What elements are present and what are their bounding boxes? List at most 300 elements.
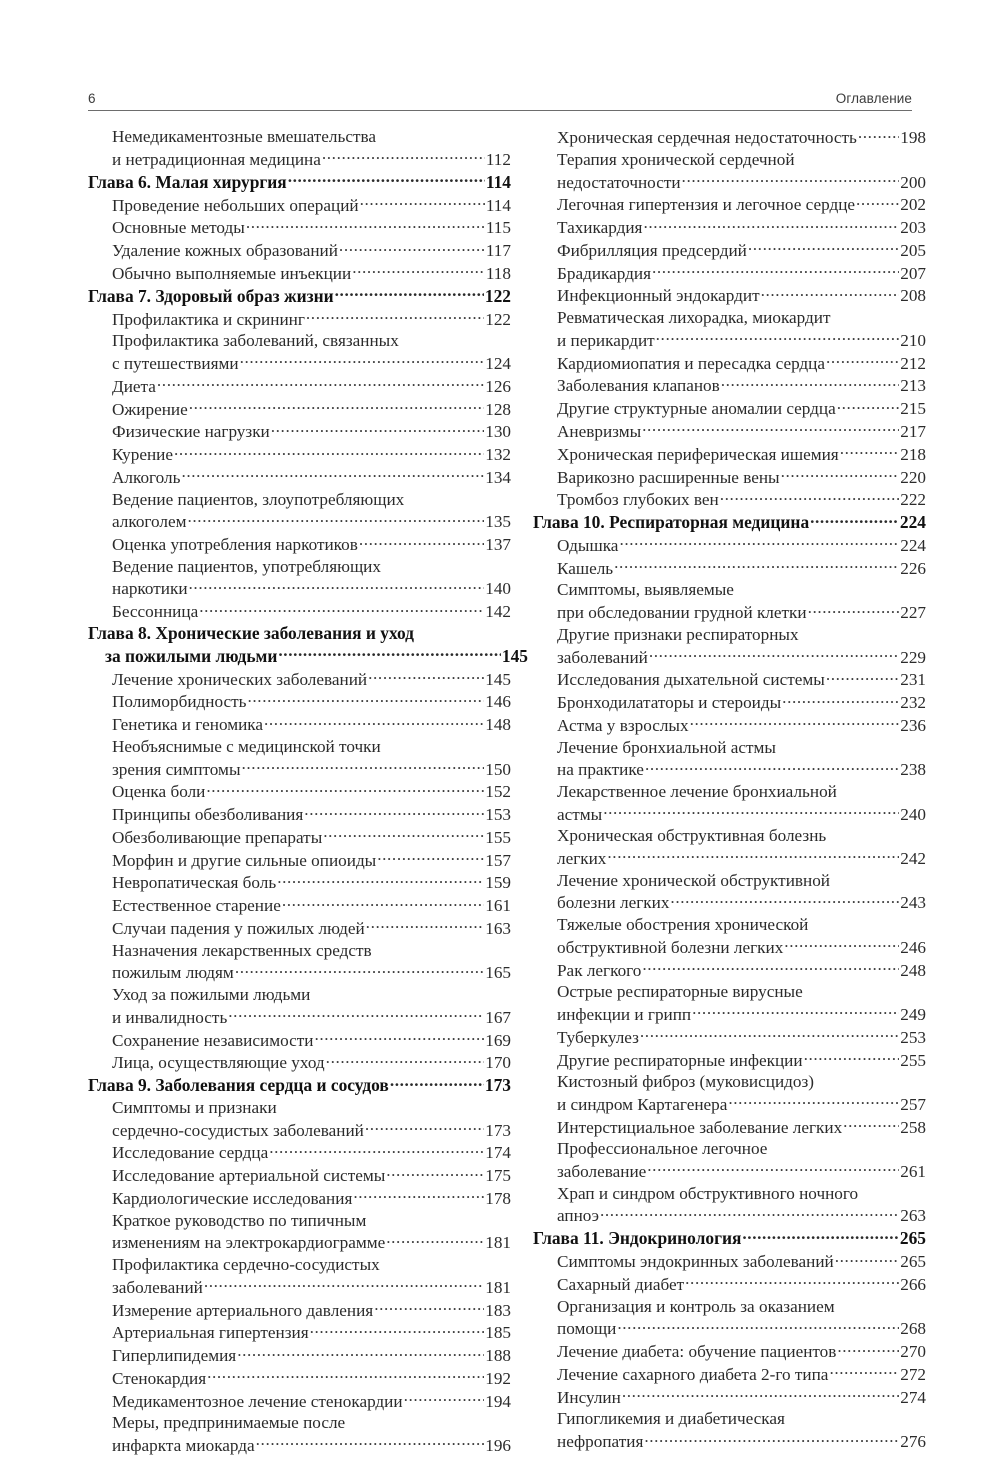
toc-entry-title: заболеваний [557,647,648,667]
toc-entry-line [112,352,511,375]
toc-entry-line [112,780,511,803]
toc-sub-entry[interactable] [88,1390,511,1413]
toc-sub-entry[interactable] [88,397,511,420]
toc-sub-entry[interactable] [533,1363,926,1386]
toc-entry-title: Одышка [557,536,619,556]
toc-entry-title: Брадикардия [557,263,651,283]
toc-sub-entry[interactable] [533,825,926,869]
toc-page-number: 173 [485,1120,511,1140]
toc-sub-entry[interactable] [533,557,926,580]
toc-sub-entry[interactable] [533,1048,926,1071]
toc-entry-line [557,645,926,668]
toc-chapter-entry[interactable] [88,622,528,668]
toc-sub-entry[interactable] [533,1183,926,1227]
toc-sub-entry[interactable] [533,1296,926,1340]
toc-chapter-entry[interactable] [88,284,511,307]
toc-leader-dots [306,307,484,324]
toc-entry-line [557,443,926,466]
toc-sub-entry[interactable] [88,1141,511,1164]
toc-sub-entry[interactable] [533,668,926,691]
toc-leader-dots [365,1119,484,1136]
toc-entry-title: Артериальная гипертензия [112,1323,309,1343]
toc-leader-dots [277,871,484,888]
toc-entry-title-continued: Необъяснимые с медицинской точки [112,736,381,756]
toc-sub-entry[interactable] [88,826,511,849]
toc-entry-title: и инвалидность [112,1007,228,1027]
toc-entry-title: инфекции и грипп [557,1004,692,1024]
toc-sub-entry[interactable] [533,193,926,216]
toc-entry-line [112,1210,511,1232]
toc-entry-line [557,579,926,601]
toc-page-number: 208 [900,286,926,306]
toc-leader-dots [690,714,900,731]
toc-leader-dots [652,262,899,279]
toc-entry-title: Заболевания клапанов [557,376,720,396]
toc-entry-title: астмы [557,804,603,824]
toc-sub-entry[interactable] [533,307,926,351]
toc-page-number: 200 [900,172,926,192]
toc-page-number: 194 [485,1391,511,1411]
toc-entry-line [557,624,926,646]
toc-leader-dots [856,193,899,210]
toc-entry-title: помощи [557,1319,617,1339]
toc-sub-entry[interactable] [88,466,511,489]
toc-page-number: 229 [900,647,926,667]
toc-sub-entry[interactable] [533,624,926,668]
toc-leader-dots [826,351,899,368]
toc-leader-dots [603,803,899,820]
toc-entry-title: Обычно выполняемые инъекции [112,263,352,283]
toc-leader-dots [720,488,899,505]
toc-page-number: 183 [485,1300,511,1320]
toc-leader-dots [288,170,485,187]
toc-sub-entry[interactable] [88,736,511,780]
toc-sub-entry[interactable] [88,420,511,443]
toc-sub-entry[interactable] [533,465,926,488]
toc-entry-title: Лечение сахарного диабета 2-го типа [557,1364,829,1384]
toc-sub-entry[interactable] [88,1187,511,1210]
toc-entry-line [112,126,511,148]
toc-entry-line [112,690,511,713]
toc-entry-title-continued: Храп и синдром обструктивного ночного [557,1183,859,1203]
toc-sub-entry[interactable] [533,239,926,262]
toc-chapter-entry[interactable] [533,511,926,534]
toc-sub-entry[interactable] [533,870,926,914]
toc-page-number: 126 [485,376,511,396]
toc-sub-entry[interactable] [88,690,511,713]
toc-entry-line [112,533,511,556]
toc-entry-line [557,329,926,352]
toc-leader-dots [181,466,484,483]
toc-entry-title: Инсулин [557,1387,621,1407]
toc-entry-title: Оценка употребления наркотиков [112,535,358,555]
toc-leader-dots [271,420,484,437]
toc-sub-entry[interactable] [533,579,926,623]
toc-sub-entry[interactable] [88,375,511,398]
toc-entry-line [557,1204,926,1227]
toc-sub-entry[interactable] [88,1051,511,1074]
toc-page-number: 253 [900,1027,926,1047]
toc-entry-title: болезни легких [557,893,670,913]
toc-page-number: 124 [485,354,511,374]
toc-entry-line [557,1250,926,1273]
toc-entry-title-continued: Профилактика сердечно-сосудистых [112,1255,380,1274]
toc-leader-dots [204,1276,484,1293]
toc-leader-dots [642,420,899,437]
toc-sub-entry[interactable] [533,216,926,239]
toc-page-number: 155 [485,827,511,847]
toc-sub-entry[interactable] [88,1028,511,1051]
toc-page-number: 210 [900,330,926,350]
toc-entry-line [557,1116,926,1139]
toc-page-number: 203 [900,218,926,238]
toc-leader-dots [656,329,900,346]
toc-entry-title: изменениям на электрокардиограмме [112,1233,386,1253]
toc-entry-line [557,1138,926,1160]
toc-leader-dots [310,1321,485,1338]
toc-page-number: 122 [484,285,511,306]
toc-page-number: 265 [900,1252,926,1272]
toc-sub-entry[interactable] [88,1367,511,1390]
toc-sub-entry[interactable] [533,958,926,981]
toc-entry-title-continued: Лечение хронической обструктивной [557,870,830,890]
toc-sub-entry[interactable] [88,556,511,600]
toc-sub-entry[interactable] [533,374,926,397]
toc-entry-title-continued: Гипогликемия и диабетическая [557,1409,785,1429]
toc-sub-entry[interactable] [88,216,511,239]
toc-sub-entry[interactable] [533,1250,926,1273]
toc-sub-entry[interactable] [88,984,511,1028]
toc-entry-title: Основные методы [112,218,245,238]
toc-entry-line [112,216,511,239]
toc-leader-dots [642,958,899,975]
toc-page-number: 198 [900,128,926,148]
toc-sub-entry[interactable] [88,1097,511,1141]
toc-leader-dots [207,1367,484,1384]
toc-entry-title: Аневризмы [557,421,642,441]
toc-leader-dots [248,690,485,707]
header-rule [88,110,912,111]
toc-page-number: 174 [485,1143,511,1163]
toc-sub-entry[interactable] [533,284,926,307]
toc-entry-line [112,940,511,962]
toc-entry-line [112,667,511,690]
toc-entry-title: Медикаментозное лечение стенокардии [112,1391,403,1411]
toc-sub-entry[interactable] [533,443,926,466]
toc-leader-dots [264,713,484,730]
toc-entry-line [112,375,511,398]
toc-leader-dots [157,375,484,392]
toc-sub-entry[interactable] [88,667,511,690]
toc-entry-line [88,1074,511,1097]
toc-entry-line [112,193,511,216]
running-head-title: Оглавление [835,91,912,106]
toc-sub-entry[interactable] [533,262,926,285]
toc-entry-line [557,958,926,981]
toc-sub-entry[interactable] [533,126,926,149]
toc-entry-line [557,1026,926,1049]
toc-page-number: 276 [900,1432,926,1452]
toc-chapter-entry[interactable] [88,170,511,193]
toc-sub-entry[interactable] [533,1116,926,1139]
toc-sub-entry[interactable] [88,330,511,374]
toc-page-number: 130 [485,422,511,442]
toc-entry-title-continued: Назначения лекарственных средств [112,940,372,960]
toc-entry-line [557,1340,926,1363]
toc-entry-title: Бронходилататоры и стероиды [557,693,782,713]
toc-entry-line [112,1344,511,1367]
toc-entry-line [557,193,926,216]
toc-entry-title: Астма у взрослых [557,715,689,735]
toc-page-number: 270 [900,1342,926,1362]
toc-entry-title: Интерстициальное заболевание легких [557,1117,843,1137]
toc-sub-entry[interactable] [88,803,511,826]
toc-entry-line [557,981,926,1003]
toc-sub-entry[interactable] [533,737,926,781]
toc-page-number: 137 [485,535,511,555]
toc-sub-entry[interactable] [533,1026,926,1049]
toc-entry-line [557,870,926,892]
toc-page-number: 255 [900,1050,926,1070]
toc-page-number: 170 [485,1053,511,1073]
toc-sub-entry[interactable] [88,940,511,984]
toc-entry-line [557,1183,926,1205]
toc-sub-entry[interactable] [88,894,511,917]
toc-sub-entry[interactable] [533,351,926,374]
toc-page-number: 272 [900,1364,926,1384]
toc-leader-dots [353,1187,484,1204]
toc-entry-title: Удаление кожных образований [112,241,338,261]
toc-entry-line [112,489,511,511]
toc-sub-entry[interactable] [88,239,511,262]
toc-sub-entry[interactable] [533,781,926,825]
toc-entry-line [112,803,511,826]
toc-entry-line [112,917,511,940]
toc-entry-title: Бессонница [112,602,199,622]
toc-entry-line [557,1003,926,1026]
toc-entry-line [112,1187,511,1210]
toc-entry-title-continued: Профилактика заболеваний, связанных [112,331,399,351]
toc-page-number: 114 [485,171,511,192]
toc-entry-title-continued: Симптомы, выявляемые [557,580,734,600]
toc-sub-entry[interactable] [533,534,926,557]
toc-entry-line [88,170,511,193]
toc-leader-dots [390,1074,484,1091]
toc-entry-line [112,1141,511,1164]
toc-leader-dots [858,126,899,143]
toc-sub-entry[interactable] [533,1138,926,1182]
toc-leader-dots [206,780,484,797]
toc-entry-line [557,1430,926,1453]
toc-leader-dots [228,1006,484,1023]
toc-leader-dots [748,239,899,256]
toc-leader-dots [804,1048,900,1065]
toc-page-number: 132 [485,445,511,465]
toc-entry-line [112,1231,511,1254]
toc-sub-entry[interactable] [88,307,511,330]
toc-entry-title: Варикозно расширенные вены [557,467,780,487]
toc-entry-line [112,1119,511,1142]
toc-page-number: 207 [900,263,926,283]
toc-leader-dots [386,1231,484,1248]
toc-sub-entry[interactable] [533,149,926,193]
toc-sub-entry[interactable] [533,914,926,958]
toc-entry-title-continued: Немедикаментозные вмешательства [112,127,376,146]
toc-sub-entry[interactable] [88,1254,511,1298]
toc-page-number: 217 [900,421,926,441]
toc-entry-line [557,534,926,557]
toc-entry-title: легких [557,849,607,869]
toc-entry-title: Исследования дыхательной системы [557,670,825,690]
toc-page-number: 165 [485,963,511,983]
toc-leader-dots [323,826,484,843]
toc-entry-line [557,1386,926,1409]
toc-sub-entry[interactable] [88,1210,511,1254]
toc-entry-title: Тахикардия [557,218,643,238]
toc-entry-line [112,713,511,736]
toc-sub-entry[interactable] [88,600,511,623]
toc-page-number: 218 [900,444,926,464]
toc-entry-line [557,488,926,511]
toc-entry-line [88,284,511,307]
toc-leader-dots [600,1204,899,1221]
toc-entry-line [557,1071,926,1093]
toc-leader-dots [237,1344,484,1361]
toc-sub-entry[interactable] [88,1298,511,1321]
toc-leader-dots [368,667,484,684]
toc-chapter-entry[interactable] [533,1227,926,1250]
toc-entry-title: и синдром Картагенера [557,1094,728,1114]
toc-entry-line [557,1296,926,1318]
toc-page-number: 266 [900,1275,926,1294]
toc-leader-dots [282,894,484,911]
toc-entry-line [112,600,511,623]
toc-leader-dots [614,557,899,574]
toc-entry-title: Исследование сердца [112,1143,269,1163]
toc-leader-dots [810,511,899,528]
toc-leader-dots [692,1003,899,1020]
toc-sub-entry[interactable] [533,1273,926,1296]
toc-leader-dots [617,1317,899,1334]
toc-leader-dots [269,1141,484,1158]
toc-entry-title: пожилым людям [112,963,234,983]
toc-entry-line [112,577,511,600]
toc-sub-entry[interactable] [88,1344,511,1367]
toc-entry-title: Алкоголь [112,467,181,487]
toc-sub-entry[interactable] [88,1164,511,1187]
toc-leader-dots [644,1430,899,1447]
toc-entry-line [112,1051,511,1074]
toc-leader-dots [235,961,484,978]
toc-entry-line [112,1254,511,1276]
toc-sub-entry[interactable] [533,714,926,737]
toc-page-number: 145 [501,645,528,666]
toc-entry-title: нефропатия [557,1432,644,1452]
toc-entry-title: Глава 10. Респираторная медицина [533,512,810,533]
toc-entry-title: Симптомы эндокринных заболеваний [557,1252,834,1272]
toc-sub-entry[interactable] [88,262,511,285]
toc-entry-line [557,714,926,737]
toc-sub-entry[interactable] [88,848,511,871]
toc-entry-title: Морфин и другие сильные опиоиды [112,850,377,870]
toc-entry-title: Лица, осуществляющие уход [112,1053,325,1073]
toc-sub-entry[interactable] [88,443,511,466]
toc-entry-title: Тромбоз глубоких вен [557,490,719,510]
toc-page-number: 159 [485,873,511,893]
toc-sub-entry[interactable] [533,488,926,511]
toc-entry-line [557,557,926,580]
toc-leader-dots [826,668,899,685]
toc-sub-entry[interactable] [533,420,926,443]
toc-sub-entry[interactable] [88,1321,511,1344]
toc-sub-entry[interactable] [88,780,511,803]
toc-entry-title-continued: Хроническая обструктивная болезнь [557,826,827,846]
toc-sub-entry[interactable] [533,691,926,714]
toc-entry-line [112,148,511,171]
toc-leader-dots [404,1390,485,1407]
toc-entry-title: Обезболивающие препараты [112,827,323,847]
toc-chapter-entry[interactable] [88,1074,511,1097]
toc-entry-line [112,961,511,984]
toc-entry-title: Сохранение независимости [112,1030,314,1050]
toc-page-number: 258 [900,1117,926,1137]
toc-entry-line [557,601,926,624]
toc-sub-entry[interactable] [88,917,511,940]
toc-page-number: 146 [485,692,511,712]
toc-page-number: 248 [900,960,926,980]
toc-leader-dots [761,284,900,301]
toc-page-number: 268 [900,1319,926,1339]
toc-sub-entry[interactable] [533,1386,926,1409]
toc-leader-dots [670,891,899,908]
toc-entry-title-continued: Профессиональное легочное [557,1139,768,1159]
toc-leader-dots [304,803,484,820]
toc-column-right [533,126,926,1453]
toc-page-number: 142 [485,602,511,622]
toc-entry-title: зрения симптомы [112,759,241,779]
toc-page-number: 232 [900,693,926,713]
toc-sub-entry[interactable] [88,126,511,170]
toc-sub-entry[interactable] [533,1071,926,1115]
toc-sub-entry[interactable] [88,713,511,736]
toc-sub-entry[interactable] [533,397,926,420]
toc-entry-title-continued: Симптомы и признаки [112,1097,277,1117]
toc-page-number: 114 [485,195,511,215]
toc-entry-title-continued: Лекарственное лечение бронхиальной [557,781,837,801]
toc-sub-entry[interactable] [88,533,511,556]
toc-entry-title: Хроническая периферическая ишемия [557,444,839,464]
toc-entry-line [557,1093,926,1116]
toc-sub-entry[interactable] [88,1412,511,1456]
toc-entry-title: Ожирение [112,399,188,419]
toc-page-number: 257 [900,1094,926,1114]
toc-sub-entry[interactable] [533,981,926,1025]
toc-sub-entry[interactable] [88,193,511,216]
toc-entry-line [112,1367,511,1390]
toc-page-number: 181 [485,1277,511,1297]
toc-page-number: 140 [485,579,511,599]
toc-entry-line [557,262,926,285]
toc-leader-dots [837,1340,899,1357]
toc-sub-entry[interactable] [533,1340,926,1363]
toc-sub-entry[interactable] [88,871,511,894]
toc-sub-entry[interactable] [88,489,511,533]
page-folio: 6 [88,91,96,106]
toc-page-number: 202 [900,195,926,215]
toc-page-number: 153 [485,805,511,825]
toc-entry-line [533,511,926,534]
toc-entry-title: апноэ [557,1206,599,1226]
